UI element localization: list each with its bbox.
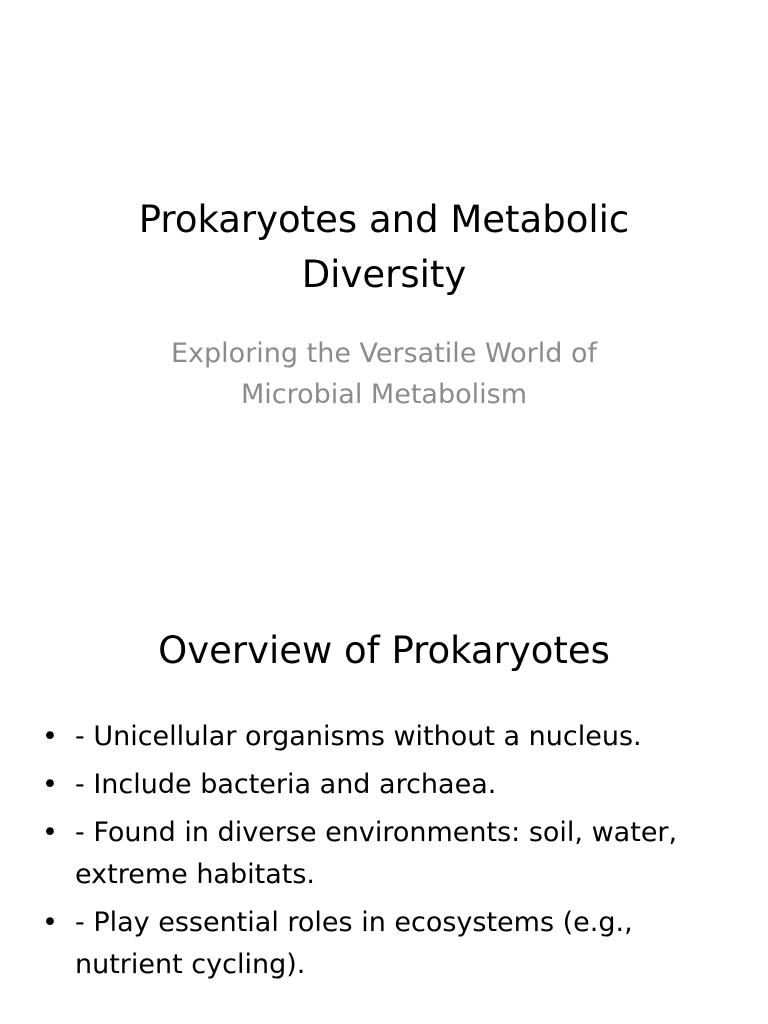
bullet-icon: • — [42, 907, 58, 938]
bullet-icon: • — [42, 721, 58, 752]
bullet-item — [38, 764, 718, 806]
content-slide — [0, 576, 768, 1024]
bullet-text: - Play essential roles in ecosystems (e.g., nutrient cycling). — [75, 907, 633, 980]
bullet-icon: • — [42, 817, 58, 848]
bullet-text: - Unicellular organisms without a nucleus. — [75, 721, 642, 752]
slide-title: Prokaryotes and Metabolic Diversity — [138, 198, 630, 296]
bullet-text: - Include bacteria and archaea. — [75, 769, 497, 800]
bullet-item — [38, 812, 718, 896]
bullet-item — [38, 716, 718, 758]
slide-subtitle: Exploring the Versatile World of Microbial Metabolism — [171, 338, 597, 410]
bullet-icon: • — [42, 769, 58, 800]
bullet-text: - Found in diverse environments: soil, water, extreme habitats. — [75, 817, 678, 890]
slide-title: Overview of Prokaryotes — [158, 629, 610, 672]
bullet-item — [38, 902, 718, 986]
bullet-list — [38, 716, 718, 992]
